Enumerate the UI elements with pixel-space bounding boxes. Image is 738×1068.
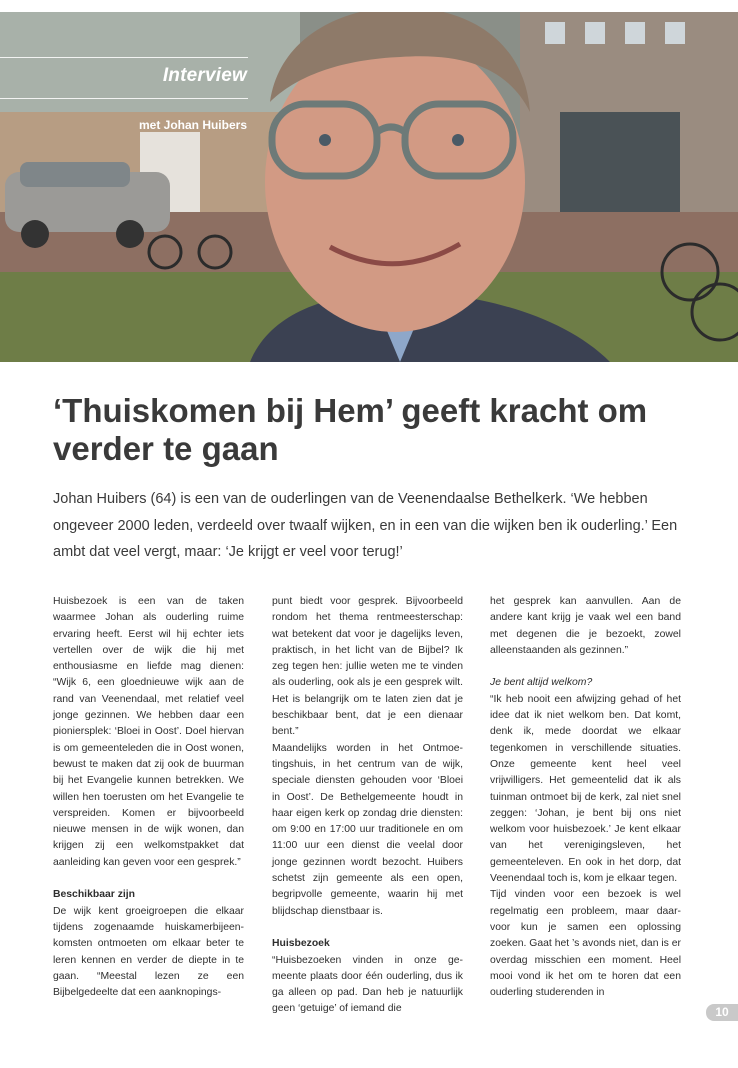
- portrait-photo: [0, 12, 738, 362]
- question-heading: Je bent altijd welkom?: [490, 677, 593, 689]
- paragraph: punt biedt voor gesprek. Bijvoorbeeld rondom het thema rentmeesterschap: wat betekent dat voor je dagelijks leven, praktisch, in het licht van de Bijbel? Ik zeg tegen hen: jullie weten me te vinden als ouderling, ook als je een gesprek wilt. Het is belangrijk om te laten zien dat je beschikbaar bent, dat je een dienaar bent.”: [272, 596, 463, 738]
- article-column-1: [53, 594, 244, 1001]
- paragraph: Maandelijks worden in het Ontmoe- tingshuis, in het centrum van de wijk, speciale diensten gehouden voor ‘Bloei in Oost’. De Bethelgemeente houdt in haar eigen kerk op zondag drie diensten: om 9:00 en 17:00 uur traditionele en om 11:00 uur een dienst die veelal door jonge gezinnen wordt bezocht. Huibers schetst zijn gemeente als een open, begripvolle gemeente, waarin hij met blijdschap dienstbaar is.: [272, 742, 463, 917]
- section-subtitle: met Johan Huibers: [138, 118, 247, 132]
- kicker-rule-bottom: [0, 98, 248, 99]
- paragraph: “Ik heb nooit een afwijzing gehad of het idee dat ik niet welkom ben. Dat komt, denk ik, mede doordat we elkaar tegenkomen in verschillende situaties. Onze gemeente kent heel veel vrijwilligers. Het gemeentelid dat ik als tuinman ontmoet bij de kerk, zal niet snel zeggen: ‘Johan, je bent bij ons niet welkom voor huisbezoek.’ Je kent elkaar van het verenigingsleven, het gemeenteleven. En ook in het dorp, dat Veenendaal toch is, kom je elkaar tegen.: [490, 693, 681, 885]
- article-column-3: [490, 594, 681, 1001]
- paragraph: Tijd vinden voor een bezoek is wel regelmatig een probleem, maar daar- voor kun je samen een oplossing zoeken. Gaat het ’s avonds niet, dan is er overdag misschien een moment. Heel mooi vond ik het om te horen dat een ouderling studerenden in: [490, 889, 681, 999]
- article-headline: ‘Thuiskomen bij Hem’ geeft kracht om verder te gaan: [53, 392, 648, 467]
- subheading-beschikbaar: Beschikbaar zijn: [53, 889, 136, 901]
- subheading-huisbezoek: Huisbezoek: [272, 938, 330, 950]
- kicker-rule-top: [0, 57, 248, 58]
- paragraph: Huisbezoek is een van de taken waarmee Johan als ouderling ruime ervaring heeft. Eerst wil hij echter iets vertellen over de wijk die hij met enthousiasme en liefde mag dienen: “Wijk 6, een gloednieuwe wijk aan de rand van Veenendaal, met relatief veel jonge gezinnen. We hebben daar een pioniersplek: ‘Bloei in Oost’. Doel hiervan is om gemeenteleden die in Oost wonen, bewust te maken dat zij ook de buurman bij het Evangelie kunnen betrekken. We willen hen toerusten om het Evangelie te verspreiden. Komen er bijvoorbeeld nieuwe mensen in de wijk wonen, dan krijgen zij een welkomstpakket dat aanleiding kan geven voor een gesprek.”: [53, 596, 244, 868]
- paragraph: “Huisbezoeken vinden in onze ge- meente plaats door één ouderling, dus ik ga alleen op pad. Dan heb je natuurlijk geen ‘getuige’ of iemand die: [272, 954, 463, 1015]
- article-column-2: [272, 594, 463, 1018]
- page-number: 10: [706, 1004, 738, 1021]
- section-kicker: Interview: [162, 65, 247, 86]
- article-intro: Johan Huibers (64) is een van de ouderlingen van de Veenendaalse Bethelkerk. ‘We hebben ongeveer 2000 leden, verdeeld over twaalf wijken, en in een van die wijken ben ik ouderling.’ Een ambt dat veel vergt, maar: ‘Je krijgt er veel voor terug!’: [53, 491, 678, 560]
- paragraph: het gesprek kan aanvullen. Aan de andere kant krijg je vaak wel een band met degenen die je bezoekt, zowel alleenstaanden als gezinnen.”: [490, 596, 681, 656]
- photo-scene: [0, 12, 738, 362]
- paragraph: De wijk kent groeigroepen die elkaar tijdens zogenaamde huiskamerbijeen- komsten ontmoeten om elkaar beter te leren kennen en verder de diepte in te gaan. “Meestal lezen ze een Bijbelgedeelte dat een aanknopings-: [53, 905, 244, 999]
